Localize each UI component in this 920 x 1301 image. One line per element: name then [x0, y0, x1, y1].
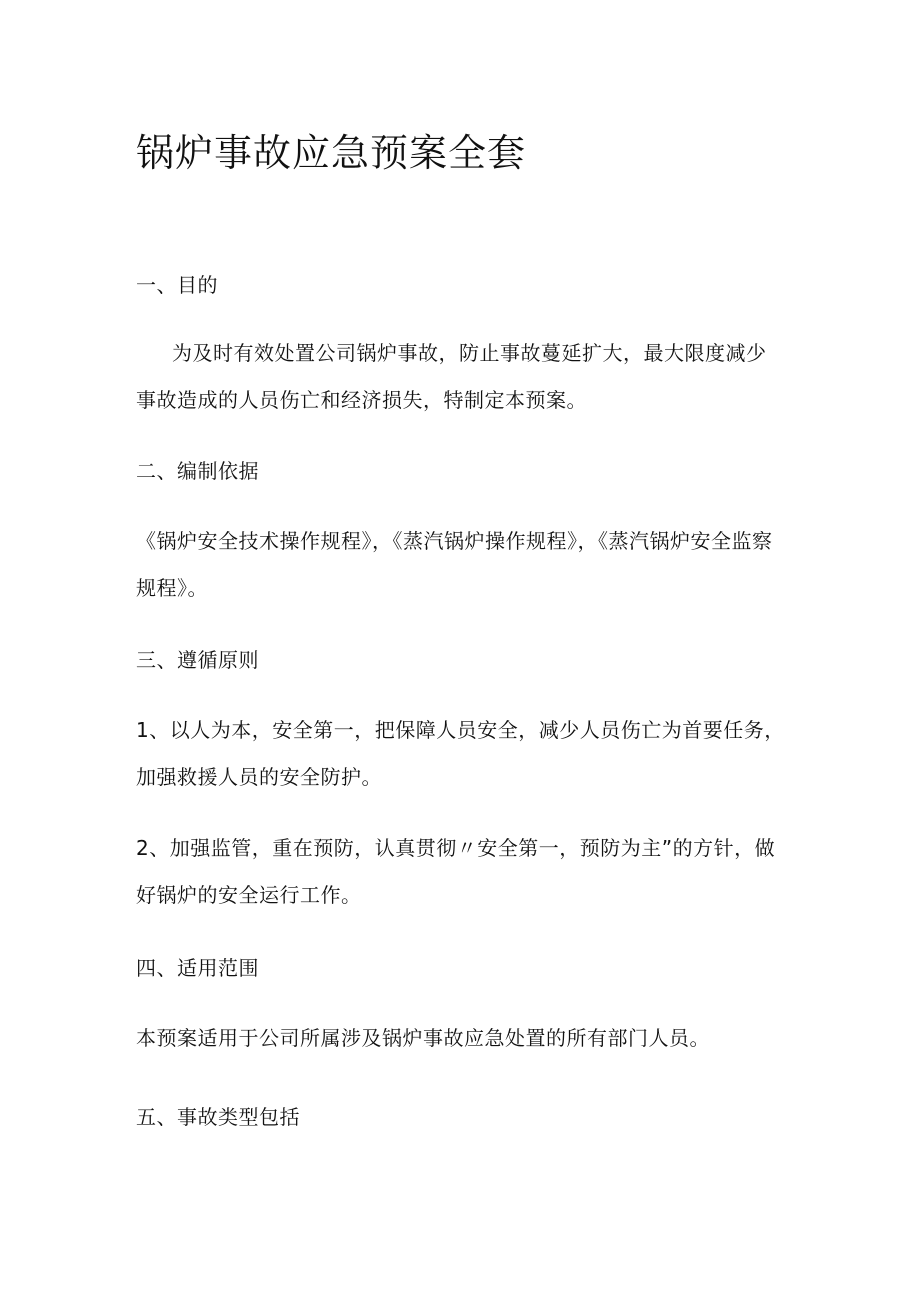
section-heading-purpose: 一、目的 — [136, 273, 218, 297]
paragraph-principle-1: 1、以人为本，安全第一，把保障人员安全，减少人员伤亡为首要任务，加强救援人员的安全防护。 — [136, 718, 785, 789]
paragraph-purpose: 为及时有效处置公司锅炉事故，防止事故蔓延扩大，最大限度减少事故造成的人员伤亡和经济损失，特制定本预案。 — [136, 341, 767, 412]
document-title: 锅炉事故应急预案全套 — [136, 131, 527, 175]
paragraph-principle-2: 2、加强监管，重在预防，认真贯彻〃安全第一，预防为主”的方针，做好锅炉的安全运行工作。 — [136, 836, 776, 907]
paragraph-scope: 本预案适用于公司所属涉及锅炉事故应急处置的所有部门人员。 — [136, 1026, 710, 1050]
section-heading-principles: 三、遵循原则 — [136, 648, 259, 672]
section-heading-basis: 二、编制依据 — [136, 459, 259, 483]
section-heading-accident-types: 五、事故类型包括 — [136, 1105, 300, 1129]
section-heading-scope: 四、适用范围 — [136, 956, 259, 980]
paragraph-basis: 《锅炉安全技术操作规程》，《蒸汽锅炉操作规程》，《蒸汽锅炉安全监察规程》。 — [136, 529, 773, 600]
